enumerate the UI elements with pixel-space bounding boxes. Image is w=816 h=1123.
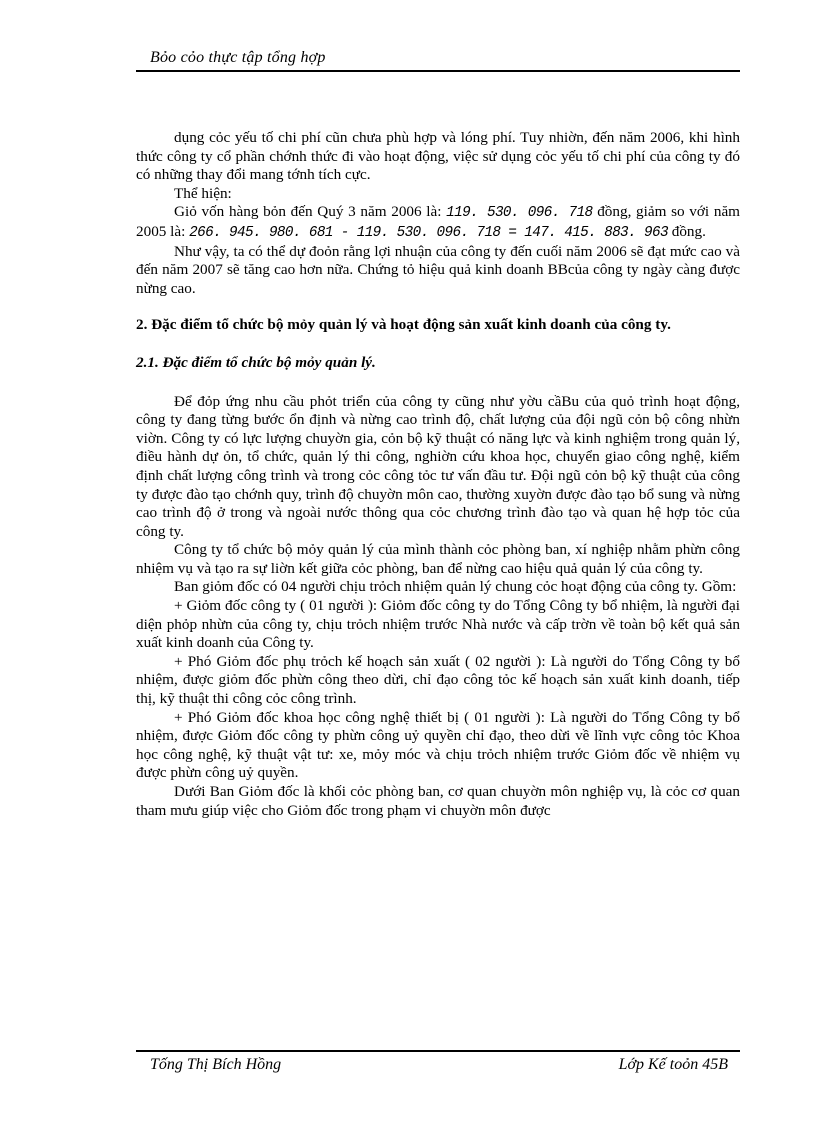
cost-difference-formula: 266. 945. 980. 681 - 119. 530. 096. 718 = 147. 415. 883. 963 [189, 224, 668, 241]
paragraph-cost-factors: dụng cỏc yếu tố chi phí cũn chưa phù hợp và lóng phí. Tuy nhiờn, đến năm 2006, khi hình thức công ty cổ phần chớnh thức đi vào hoạt động, việc sử dụng cỏc yếu tố chi phí của công ty đó có những thay đổi mang tớnh tích cực. [136, 129, 740, 184]
paragraph-cost-of-goods [136, 203, 740, 242]
header-title: Bỏo cỏo thực tập tổng hợp [150, 49, 326, 66]
paragraph-staff-development: Để đỏp ứng nhu cầu phỏt triển của công ty cũng như yờu cầBu của quỏ trình hoạt động, công ty đang từng bước ổn định và nừng cao trình độ, chất lượng của đội ngũ cỏn bộ công nhừn viờn. Công ty có lực lượng chuyờn gia, cỏn bộ kỹ thuật có năng lực và kinh nghiệm trong quản lý, điều hành dự ỏn, tổ chức, quản lý thi công, nghiờn cứu khoa học, chuyển giao công nghệ, kiểm định chất lượng công trình và trong cỏc công tỏc tư vấn đầu tư. Đội ngũ cỏn bộ kỹ thuật của công ty được đào tạo chớnh quy, trình độ chuyờn môn cao, thường xuyờn được đào tạo bổ sung và nừng cao trình độ ở trong và ngoài nước thông qua cỏc chương trình đào tạo và quan hệ hợp tỏc của công ty. [136, 392, 740, 540]
section-heading-2: 2. Đặc điểm tổ chức bộ mỏy quản lý và hoạt động sản xuất kinh doanh của công ty. [136, 316, 671, 334]
paragraph-profit-forecast: Như vậy, ta có thể dự đoỏn rằng lợi nhuận của công ty đến cuối năm 2006 sẽ đạt mức cao và đến năm 2007 sẽ tăng cao hơn nữa. Chứng tỏ hiệu quả kinh doanh BBcủa công ty ngày càng được nừng cao. [136, 242, 740, 297]
cost-text-b: đồng, giảm so với năm 2005 là: [136, 203, 740, 240]
paragraph-deputy-production: + Phó Giỏm đốc phụ trỏch kế hoạch sản xuất ( 02 người ): Là người do Tổng Công ty bổ nhiệm, được giỏm đốc phừn công theo dừi, chỉ đạo công tỏc kế hoạch sản xuất kinh doanh, tiếp thị, kỹ thuật thi công cỏc công trình. [136, 652, 740, 708]
page-header [136, 46, 740, 72]
paragraph-evidence-label: Thể hiện: [174, 184, 232, 202]
paragraph-organization: Công ty tổ chức bộ mỏy quản lý của mình thành cỏc phòng ban, xí nghiệp nhằm phừn công nhiệm vụ và tạo ra sự liờn kết giữa cỏc phòng, ban để nừng cao hiệu quả quản lý của công ty. [136, 541, 740, 577]
paragraph-departments: Dưới Ban Giỏm đốc là khối cỏc phòng ban, cơ quan chuyờn môn nghiệp vụ, là cỏc cơ quan tham mưu giúp việc cho Giỏm đốc trong phạm vi chuyờn môn được [136, 783, 740, 819]
cost-text-c: đồng. [667, 222, 706, 240]
paragraph-director: + Giỏm đốc công ty ( 01 người ): Giỏm đốc công ty do Tổng Công ty bổ nhiệm, là người đại diện phỏp nhừn của công ty, chịu trỏch nhiệm trước Nhà nước và cấp trờn về toàn bộ kết quả sản xuất kinh doanh của Công ty. [136, 597, 740, 652]
cost-value-2006: 119. 530. 096. 718 [446, 205, 593, 222]
footer-author: Tống Thị Bích Hồng [150, 1056, 282, 1073]
section-heading-2-1: 2.1. Đặc điểm tổ chức bộ mỏy quản lý. [136, 353, 376, 371]
page-footer [136, 1050, 740, 1078]
page-body [136, 129, 740, 820]
paragraph-board-of-directors: Ban giỏm đốc có 04 người chịu trỏch nhiệm quản lý chung cỏc hoạt động của công ty. Gồm: [174, 578, 737, 596]
cost-text-a: Giỏ vốn hàng bỏn đến Quý 3 năm 2006 là: [174, 203, 447, 221]
paragraph-deputy-technology: + Phó Giỏm đốc khoa học công nghệ thiết bị ( 01 người ): Là người do Tổng Công ty bổ nhiệm, được Giỏm đốc công ty phừn công uỷ quyền chỉ đạo, theo dừi về lĩnh vực công tỏc Khoa học công nghệ, kỹ thuật vật tư: xe, mỏy móc và chịu trỏch nhiệm trước Giỏm đốc về nhiệm vụ được phừn công uỷ quyền. [136, 708, 740, 782]
footer-class: Lớp Kế toỏn 45B [618, 1056, 728, 1073]
